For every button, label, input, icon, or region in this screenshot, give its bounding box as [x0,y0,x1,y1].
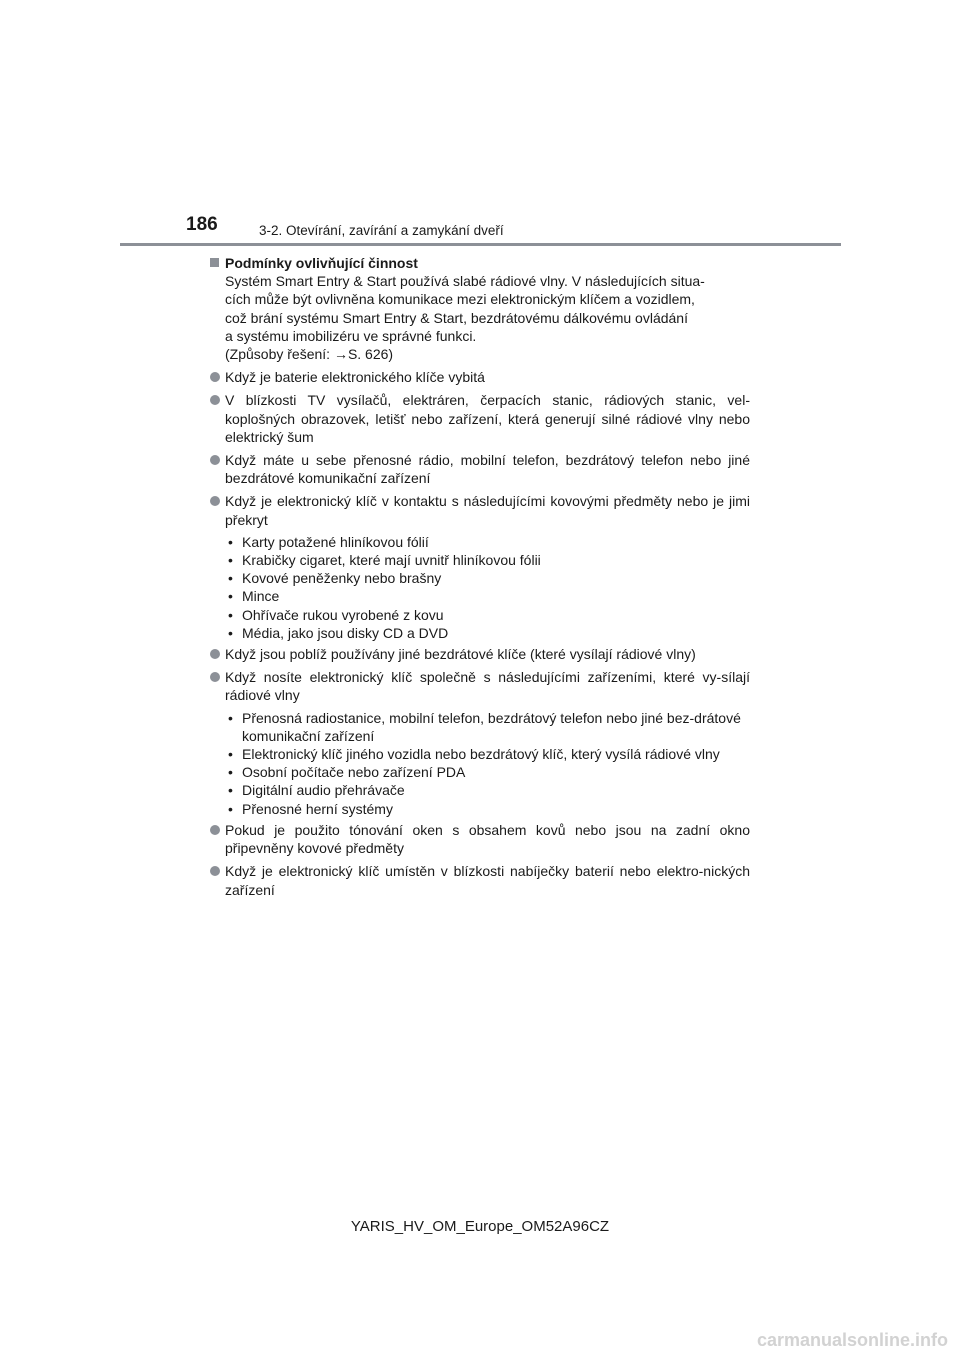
list-item: • Kovové peněženky nebo brašny [225,569,750,587]
circle-bullet-icon [210,649,220,659]
list-item: • Krabičky cigaret, které mají uvnitř hliníkovou fólii [225,551,750,569]
sub-bullet: • [228,800,233,817]
circle-bullet-icon [210,496,220,506]
sub-bullet: • [228,533,233,550]
condition-item [210,492,750,528]
sub-bullet: • [228,624,233,641]
list-item: • Elektronický klíč jiného vozidla nebo bezdrátový klíč, který vysílá rádiové vlny [225,745,750,763]
list-item: • Digitální audio přehrávače [225,781,750,799]
page-content [210,254,750,899]
intro-paragraph [225,272,750,363]
list-item: • Mince [225,587,750,605]
condition-item [210,368,750,386]
section-heading [210,254,750,272]
watermark: carmanualsonline.info [756,1330,948,1350]
sub-bullet: • [228,746,233,763]
page-number: 186 [186,214,218,235]
sub-bullet: • [228,764,233,781]
list-item: • Média, jako jsou disky CD a DVD [225,624,750,642]
condition-item [210,668,750,704]
condition-text: Když je elektronický klíč umístěn v blízkosti nabíječky baterií nebo elektro-nických zařízení [225,863,750,898]
circle-bullet-icon [210,825,220,835]
heading-text: Podmínky ovlivňující činnost [225,255,418,271]
condition-text: Když je elektronický klíč v kontaktu s následujícími kovovými předměty nebo je jimi překryt [225,493,750,528]
condition-item [210,862,750,898]
intro-line: Systém Smart Entry & Start používá slabé rádiové vlny. V následujících situa- [225,273,705,290]
list-item: • Karty potažené hliníkovou fólií [225,533,750,551]
condition-text: Když jsou poblíž používány jiné bezdrátové klíče (které vysílají rádiové vlny) [225,646,696,663]
circle-bullet-icon [210,395,220,405]
circle-bullet-icon [210,372,220,382]
circle-bullet-icon [210,455,220,465]
condition-item [210,391,750,446]
condition-item [210,821,750,857]
condition-text: Když je baterie elektronického klíče vybitá [225,369,485,386]
condition-item [210,451,750,487]
list-item: • Ohřívače rukou vyrobené z kovu [225,606,750,624]
condition-text: Když máte u sebe přenosné rádio, mobilní telefon, bezdrátový telefon nebo jiné bezdrátové komunikační zařízení [225,452,750,487]
list-item: • Přenosná radiostanice, mobilní telefon, bezdrátový telefon nebo jiné bez-drátové komunikační zařízení [225,709,750,745]
sub-bullet: • [228,552,233,569]
sub-bullet: • [228,606,233,623]
document-code-footer: YARIS_HV_OM_Europe_OM52A96CZ [350,1218,610,1235]
intro-line: cích může být ovlivněna komunikace mezi elektronickým klíčem a vozidlem, [225,291,695,308]
sub-bullet: • [228,588,233,605]
condition-text: V blízkosti TV vysílačů, elektráren, čerpacích stanic, rádiových stanic, vel-koplošných obrazovek, letišť nebo zařízení, která generují silné rádiové vlny nebo elektrický šum [225,392,750,445]
condition-text: Když nosíte elektronický klíč společně s následujícími zařízeními, které vy-sílají rádiové vlny [225,669,750,704]
header-rule [120,243,841,246]
sub-bullet: • [228,782,233,799]
square-bullet-icon [210,258,219,267]
intro-line: (Způsoby řešení: →S. 626) [225,346,394,363]
list-item: • Osobní počítače nebo zařízení PDA [225,763,750,781]
circle-bullet-icon [210,672,220,682]
circle-bullet-icon [210,866,220,876]
metal-objects-list [225,533,750,642]
condition-text: Pokud je použito tónování oken s obsahem kovů nebo jsou na zadní okno připevněny kovové předměty [225,821,750,857]
radio-devices-list [225,709,750,818]
list-item: • Přenosné herní systémy [225,800,750,818]
section-title: 3-2. Otevírání, zavírání a zamykání dveří [259,223,504,238]
sub-bullet: • [228,570,233,587]
intro-line: a systému imobilizéru ve správné funkci. [225,327,477,344]
condition-item [210,645,750,663]
intro-line: což brání systému Smart Entry & Start, bezdrátovému dálkovému ovládání [225,309,688,326]
sub-bullet: • [228,709,233,726]
